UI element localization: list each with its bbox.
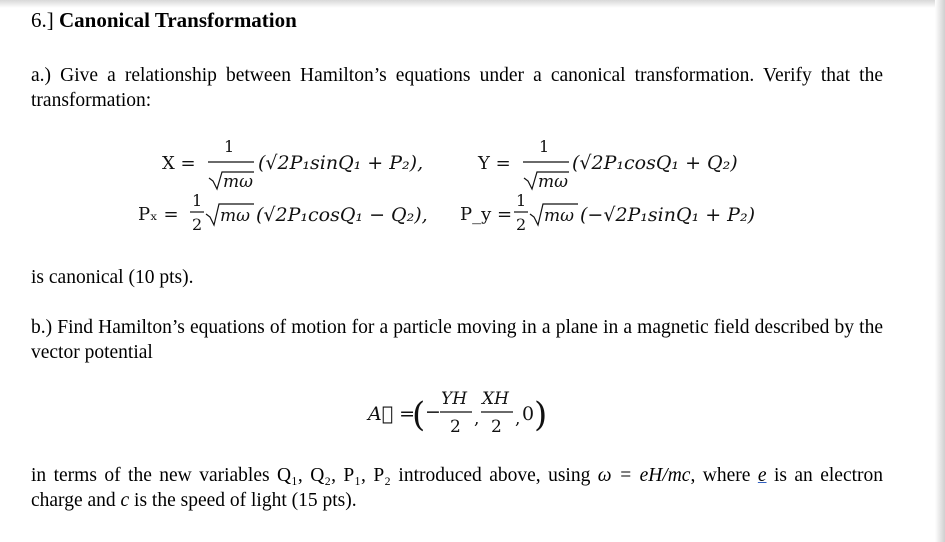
right-shadow [935,0,945,542]
problem-number: 6.] [31,8,54,32]
problem-title [31,8,297,33]
potential-num-2: XH [482,389,509,409]
eq-x-body: (√2P₁sinQ₁ + P₂), [258,152,424,174]
eq-py-body: (−√2P₁sinQ₁ + P₂) [580,204,755,226]
eq-x-num: 1 [224,137,235,156]
eq-py-den: 2 [516,215,527,234]
potential-comma-1: , [474,409,480,429]
eq-py-num: 1 [516,191,527,210]
omega-definition: ω = eH/mc [597,465,691,486]
transformation-equations-svg [138,132,800,236]
potential-num-1: YH [441,389,468,409]
eq-y-num: 1 [539,137,550,156]
potential-minus: − [425,401,441,423]
potential-comma-2: , [515,409,521,429]
eq-px-num: 1 [192,191,203,210]
top-shadow [0,0,945,8]
potential-close-paren: ) [534,395,548,435]
part-a-prompt: a.) Give a relationship between Hamilton’s equations under a canonical transformation. Verify that the transformation: [31,65,883,111]
speed-of-light-symbol: c [120,490,130,511]
eq-py-lhs: P_y = [460,204,513,225]
closing-text-1: in terms of the new variables Q₁, Q₂, P₁, P₂ introduced above, using [31,465,591,486]
closing-text-3: is an electron charge and [31,465,884,511]
electron-charge-symbol: e [757,465,767,486]
eq-py-sqrt-content: mω [544,206,574,226]
eq-y-den: mω [538,172,568,192]
potential-den-1: 2 [450,417,461,437]
transformation-equations [138,132,800,236]
potential-open-paren: ( [412,395,426,435]
potential-lhs: A⃗ = [368,403,416,425]
eq-px-body: (√2P₁cosQ₁ − Q₂), [256,204,428,226]
eq-px-sqrt-content: mω [220,206,250,226]
part-b-prompt: b.) Find Hamilton’s equations of motion for a particle moving in a plane in a magnetic field described by the vector potential [31,317,883,363]
eq-y-body: (√2P₁cosQ₁ + Q₂) [572,152,738,174]
closing-text-4: is the speed of light (15 pts). [134,490,357,511]
eq-x-lhs: X = [162,153,196,174]
eq-px-lhs: Pₓ = [138,204,179,225]
eq-y-lhs: Y = [478,153,511,174]
part-b-closing [31,463,883,513]
closing-text-2: , where [690,465,751,486]
potential-zero: 0 [522,403,535,425]
eq-px-den: 2 [192,215,203,234]
potential-den-2: 2 [491,417,502,437]
part-a-tail: is canonical (10 pts). [31,267,194,288]
vector-potential [368,382,588,446]
vector-potential-svg [368,382,588,446]
problem-title-text: Canonical Transformation [59,8,297,32]
eq-x-den: mω [223,172,253,192]
